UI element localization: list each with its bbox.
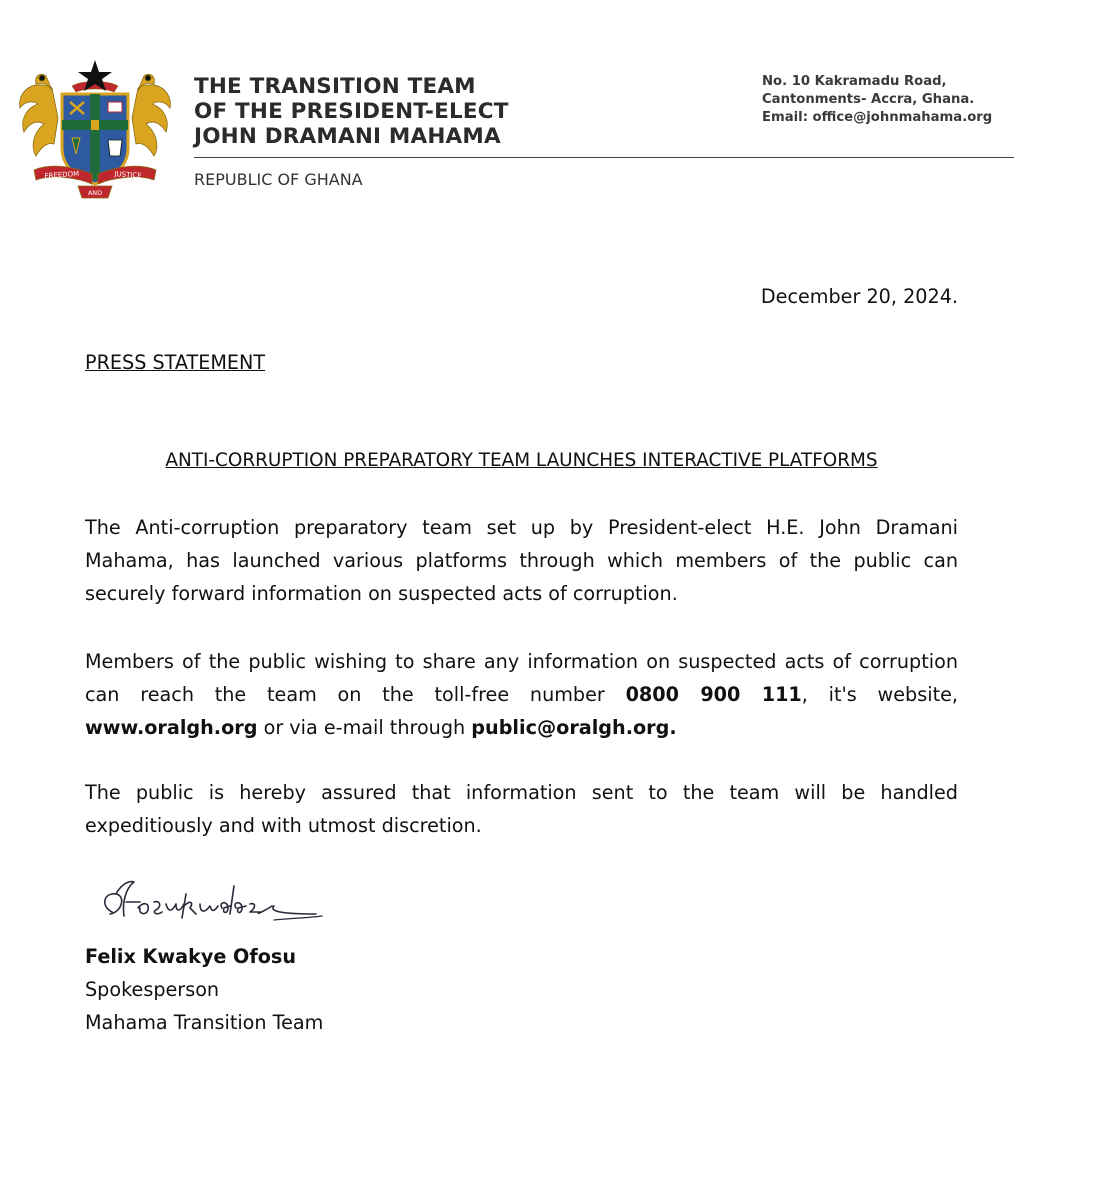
paragraph-contact-text-1: Members of the public wishing to share any information on suspected acts of corruption can reach the team on the toll-free number bbox=[85, 650, 958, 706]
organization-name bbox=[194, 74, 594, 149]
letterhead bbox=[0, 0, 1094, 210]
letterhead-divider bbox=[194, 157, 1014, 158]
press-statement-label: PRESS STATEMENT bbox=[85, 351, 266, 374]
paragraph-contact-text-3: or via e-mail through bbox=[257, 716, 472, 739]
org-name-line-1: THE TRANSITION TEAM bbox=[194, 74, 476, 99]
signatory-role: Spokesperson bbox=[85, 978, 220, 1001]
signatory-organization: Mahama Transition Team bbox=[85, 1011, 324, 1034]
address-street: No. 10 Kakramadu Road, bbox=[762, 74, 947, 89]
paragraph-contact-text-2: , it's website, bbox=[801, 683, 958, 706]
ghana-coat-of-arms-icon bbox=[12, 58, 178, 200]
website-link[interactable]: www.oralgh.org bbox=[85, 716, 258, 739]
country-name: REPUBLIC OF GHANA bbox=[194, 170, 363, 189]
paragraph-assurance: The public is hereby assured that information sent to the team will be handled expeditiously and with utmost discretion. bbox=[85, 781, 958, 837]
paragraph-intro: The Anti-corruption preparatory team set up by President-elect H.E. John Dramani Mahama, has launched various platforms through which members of the public can securely forward information on suspected acts of corruption. bbox=[85, 516, 958, 605]
paragraph-contact bbox=[85, 645, 958, 744]
toll-free-number: 0800 900 111 bbox=[625, 683, 802, 706]
emblem-motto-left: FREEDOM bbox=[44, 169, 80, 181]
emblem-motto-middle: AND bbox=[87, 189, 103, 197]
org-name-line-3: JOHN DRAMANI MAHAMA bbox=[194, 124, 501, 149]
handwritten-signature bbox=[96, 872, 328, 936]
address-city: Cantonments- Accra, Ghana. bbox=[762, 92, 975, 107]
email-link[interactable]: public@oralgh.org. bbox=[471, 716, 677, 739]
org-name-line-2: OF THE PRESIDENT-ELECT bbox=[194, 99, 509, 124]
signatory-name: Felix Kwakye Ofosu bbox=[85, 945, 296, 968]
emblem-motto-right: JUSTICE bbox=[114, 170, 143, 180]
office-address bbox=[762, 73, 1062, 127]
statement-headline: ANTI-CORRUPTION PREPARATORY TEAM LAUNCHES INTERACTIVE PLATFORMS bbox=[165, 450, 878, 471]
statement-date: December 20, 2024. bbox=[760, 285, 958, 308]
signatory-block bbox=[85, 940, 323, 1039]
address-email: Email: office@johnmahama.org bbox=[762, 110, 993, 125]
